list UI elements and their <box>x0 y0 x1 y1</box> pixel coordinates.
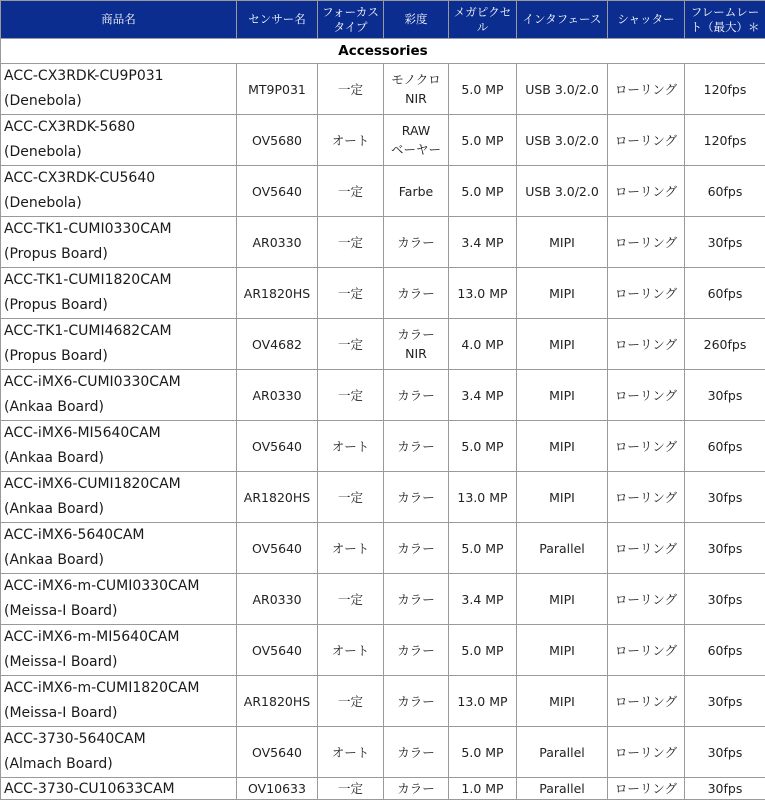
product-name: ACC-iMX6-CUMI0330CAM <box>4 370 236 395</box>
focus-cell <box>318 472 384 523</box>
header-megapixel <box>449 1 517 39</box>
shutter-cell <box>608 319 685 370</box>
table-row <box>1 115 765 166</box>
focus-cell <box>318 778 384 800</box>
shutter-cell <box>608 115 685 166</box>
product-board: (Ankaa Board) <box>4 548 236 573</box>
shutter-value: ローリング <box>615 745 677 760</box>
interface-value: Parallel <box>539 781 585 796</box>
framerate-cell <box>685 64 765 115</box>
shutter-value: ローリング <box>615 490 677 505</box>
interface-value: USB 3.0/2.0 <box>525 184 599 199</box>
header-interface: インタフェース <box>517 1 608 39</box>
header-focus <box>318 1 384 39</box>
table-row <box>1 217 765 268</box>
header-sensor: センサー名 <box>237 1 318 39</box>
focus-value: 一定 <box>338 82 363 97</box>
shutter-value: ローリング <box>615 82 677 97</box>
megapixel-cell <box>449 727 517 778</box>
framerate-value: 30fps <box>708 235 743 250</box>
product-name-cell <box>1 319 237 370</box>
megapixel-cell <box>449 574 517 625</box>
sensor-cell <box>237 523 318 574</box>
color-value: モノクロ <box>384 70 448 89</box>
shutter-value: ローリング <box>615 781 677 796</box>
product-board: (Meissa-I Board) <box>4 701 236 726</box>
sensor-cell <box>237 64 318 115</box>
color-value: カラー <box>384 488 448 507</box>
focus-cell <box>318 64 384 115</box>
header-framerate-line1: フレームレー <box>685 5 765 20</box>
table-row <box>1 268 765 319</box>
shutter-cell <box>608 676 685 727</box>
framerate-cell <box>685 472 765 523</box>
product-name: ACC-iMX6-m-MI5640CAM <box>4 625 236 650</box>
megapixel-value: 5.0 MP <box>461 184 503 199</box>
shutter-value: ローリング <box>615 235 677 250</box>
product-name: ACC-TK1-CUMI1820CAM <box>4 268 236 293</box>
interface-value: MIPI <box>549 388 575 403</box>
section-row <box>1 39 765 64</box>
framerate-value: 30fps <box>708 388 743 403</box>
framerate-value: 30fps <box>708 541 743 556</box>
color-value: カラー <box>384 284 448 303</box>
sensor-cell <box>237 370 318 421</box>
framerate-value: 30fps <box>708 490 743 505</box>
color-cell <box>384 523 449 574</box>
color-value: カラー <box>384 386 448 405</box>
product-board: (Ankaa Board) <box>4 497 236 522</box>
product-name-cell <box>1 64 237 115</box>
color-value-2: NIR <box>384 344 448 363</box>
shutter-cell <box>608 625 685 676</box>
sensor-cell <box>237 268 318 319</box>
table-row <box>1 166 765 217</box>
shutter-cell <box>608 217 685 268</box>
interface-value: MIPI <box>549 439 575 454</box>
color-value: カラー <box>384 779 448 798</box>
product-board: (Almach Board) <box>4 752 236 777</box>
interface-value: MIPI <box>549 643 575 658</box>
product-name-cell <box>1 472 237 523</box>
megapixel-cell <box>449 268 517 319</box>
megapixel-value: 13.0 MP <box>457 286 507 301</box>
megapixel-value: 1.0 MP <box>461 781 503 796</box>
interface-value: USB 3.0/2.0 <box>525 133 599 148</box>
megapixel-value: 5.0 MP <box>461 82 503 97</box>
sensor-value: AR0330 <box>252 235 301 250</box>
framerate-value: 30fps <box>708 745 743 760</box>
product-name: ACC-iMX6-MI5640CAM <box>4 421 236 446</box>
sensor-value: AR0330 <box>252 388 301 403</box>
interface-cell <box>517 319 608 370</box>
color-value: カラー <box>384 641 448 660</box>
focus-value: 一定 <box>338 592 363 607</box>
product-board: (Denebola) <box>4 89 236 114</box>
color-value: カラー <box>384 325 448 344</box>
megapixel-cell <box>449 676 517 727</box>
shutter-cell <box>608 778 685 800</box>
color-value-2: ベーヤー <box>384 140 448 159</box>
megapixel-cell <box>449 64 517 115</box>
interface-value: MIPI <box>549 337 575 352</box>
sensor-value: OV5640 <box>252 643 302 658</box>
focus-value: オート <box>332 439 370 454</box>
framerate-value: 30fps <box>708 694 743 709</box>
framerate-cell <box>685 778 765 800</box>
color-cell <box>384 370 449 421</box>
interface-cell <box>517 625 608 676</box>
sensor-cell <box>237 778 318 800</box>
sensor-value: AR1820HS <box>244 286 310 301</box>
product-name-cell <box>1 574 237 625</box>
sensor-value: AR1820HS <box>244 694 310 709</box>
product-name: ACC-CX3RDK-CU9P031 <box>4 64 236 89</box>
shutter-cell <box>608 523 685 574</box>
framerate-value: 260fps <box>704 337 747 352</box>
focus-value: オート <box>332 745 370 760</box>
focus-cell <box>318 166 384 217</box>
table-header-row <box>1 1 765 39</box>
header-focus-line1: フォーカス <box>318 5 383 20</box>
framerate-cell <box>685 676 765 727</box>
color-cell <box>384 625 449 676</box>
product-board: (Meissa-I Board) <box>4 650 236 675</box>
interface-cell <box>517 421 608 472</box>
color-cell <box>384 166 449 217</box>
megapixel-value: 5.0 MP <box>461 439 503 454</box>
megapixel-value: 13.0 MP <box>457 694 507 709</box>
focus-value: 一定 <box>338 388 363 403</box>
color-cell <box>384 268 449 319</box>
color-cell <box>384 115 449 166</box>
focus-cell <box>318 727 384 778</box>
color-value: カラー <box>384 233 448 252</box>
megapixel-cell <box>449 523 517 574</box>
sensor-cell <box>237 472 318 523</box>
interface-value: MIPI <box>549 592 575 607</box>
focus-value: 一定 <box>338 235 363 250</box>
product-name-cell <box>1 523 237 574</box>
product-name: ACC-iMX6-m-CUMI0330CAM <box>4 574 236 599</box>
megapixel-cell <box>449 778 517 800</box>
interface-cell <box>517 370 608 421</box>
sensor-cell <box>237 676 318 727</box>
color-value: カラー <box>384 437 448 456</box>
sensor-value: AR1820HS <box>244 490 310 505</box>
table-row <box>1 472 765 523</box>
focus-cell <box>318 676 384 727</box>
color-cell <box>384 574 449 625</box>
product-board: (Denebola) <box>4 140 236 165</box>
interface-value: MIPI <box>549 490 575 505</box>
color-cell <box>384 421 449 472</box>
megapixel-cell <box>449 625 517 676</box>
focus-cell <box>318 523 384 574</box>
table-row <box>1 421 765 472</box>
interface-cell <box>517 64 608 115</box>
shutter-cell <box>608 574 685 625</box>
framerate-cell <box>685 115 765 166</box>
sensor-value: OV5640 <box>252 439 302 454</box>
megapixel-value: 5.0 MP <box>461 643 503 658</box>
megapixel-cell <box>449 472 517 523</box>
focus-value: 一定 <box>338 286 363 301</box>
table-row <box>1 625 765 676</box>
focus-cell <box>318 421 384 472</box>
megapixel-value: 3.4 MP <box>461 592 503 607</box>
table-row <box>1 778 765 800</box>
sensor-cell <box>237 574 318 625</box>
framerate-value: 60fps <box>708 643 743 658</box>
product-board: (Propus Board) <box>4 242 236 267</box>
header-product: 商品名 <box>1 1 237 39</box>
color-value: RAW <box>384 121 448 140</box>
megapixel-value: 3.4 MP <box>461 388 503 403</box>
focus-cell <box>318 370 384 421</box>
interface-value: MIPI <box>549 235 575 250</box>
shutter-value: ローリング <box>615 439 677 454</box>
product-name: ACC-TK1-CUMI4682CAM <box>4 319 236 344</box>
product-name: ACC-TK1-CUMI0330CAM <box>4 217 236 242</box>
sensor-value: OV4682 <box>252 337 302 352</box>
header-framerate <box>685 1 765 39</box>
interface-cell <box>517 676 608 727</box>
product-name-cell <box>1 268 237 319</box>
shutter-value: ローリング <box>615 541 677 556</box>
sensor-value: OV10633 <box>248 781 306 796</box>
megapixel-value: 5.0 MP <box>461 541 503 556</box>
framerate-value: 60fps <box>708 439 743 454</box>
shutter-cell <box>608 64 685 115</box>
focus-value: オート <box>332 133 370 148</box>
product-name: ACC-iMX6-CUMI1820CAM <box>4 472 236 497</box>
focus-value: オート <box>332 643 370 658</box>
framerate-cell <box>685 727 765 778</box>
product-name-cell <box>1 778 237 800</box>
product-board: (Denebola) <box>4 191 236 216</box>
shutter-cell <box>608 472 685 523</box>
focus-cell <box>318 268 384 319</box>
focus-cell <box>318 217 384 268</box>
color-cell <box>384 64 449 115</box>
framerate-value: 30fps <box>708 781 743 796</box>
product-name-cell <box>1 115 237 166</box>
color-cell <box>384 217 449 268</box>
header-focus-line2: タイプ <box>318 20 383 35</box>
focus-value: 一定 <box>338 337 363 352</box>
shutter-value: ローリング <box>615 643 677 658</box>
shutter-value: ローリング <box>615 286 677 301</box>
interface-cell <box>517 217 608 268</box>
sensor-cell <box>237 625 318 676</box>
interface-cell <box>517 166 608 217</box>
header-framerate-line2: ト（最大）＊ <box>685 20 765 35</box>
framerate-cell <box>685 319 765 370</box>
table-row <box>1 64 765 115</box>
product-board: (Propus Board) <box>4 293 236 318</box>
framerate-cell <box>685 166 765 217</box>
header-megapixel-line2: ル <box>449 20 516 35</box>
sensor-cell <box>237 319 318 370</box>
table-row <box>1 574 765 625</box>
framerate-value: 60fps <box>708 184 743 199</box>
framerate-cell <box>685 421 765 472</box>
product-name: ACC-iMX6-5640CAM <box>4 523 236 548</box>
color-value: カラー <box>384 539 448 558</box>
header-shutter: シャッター <box>608 1 685 39</box>
shutter-value: ローリング <box>615 337 677 352</box>
product-name-cell <box>1 217 237 268</box>
interface-cell <box>517 778 608 800</box>
megapixel-value: 4.0 MP <box>461 337 503 352</box>
framerate-value: 120fps <box>704 133 747 148</box>
interface-value: Parallel <box>539 541 585 556</box>
product-board: (Meissa-I Board) <box>4 599 236 624</box>
megapixel-cell <box>449 370 517 421</box>
sensor-value: OV5680 <box>252 133 302 148</box>
product-board: (Propus Board) <box>4 344 236 369</box>
sensor-value: OV5640 <box>252 745 302 760</box>
color-value: カラー <box>384 743 448 762</box>
product-name-cell <box>1 625 237 676</box>
sensor-cell <box>237 166 318 217</box>
interface-cell <box>517 523 608 574</box>
focus-value: 一定 <box>338 490 363 505</box>
framerate-cell <box>685 574 765 625</box>
interface-value: USB 3.0/2.0 <box>525 82 599 97</box>
table-row <box>1 319 765 370</box>
megapixel-cell <box>449 166 517 217</box>
focus-cell <box>318 115 384 166</box>
sensor-cell <box>237 115 318 166</box>
interface-value: MIPI <box>549 694 575 709</box>
megapixel-value: 3.4 MP <box>461 235 503 250</box>
product-name: ACC-CX3RDK-5680 <box>4 115 236 140</box>
color-cell <box>384 676 449 727</box>
product-name: ACC-CX3RDK-CU5640 <box>4 166 236 191</box>
megapixel-value: 5.0 MP <box>461 745 503 760</box>
product-name: ACC-3730-CU10633CAM <box>4 779 236 799</box>
shutter-value: ローリング <box>615 133 677 148</box>
header-color: 彩度 <box>384 1 449 39</box>
interface-cell <box>517 472 608 523</box>
sensor-cell <box>237 421 318 472</box>
interface-cell <box>517 574 608 625</box>
shutter-value: ローリング <box>615 388 677 403</box>
framerate-cell <box>685 370 765 421</box>
megapixel-cell <box>449 421 517 472</box>
table-row <box>1 676 765 727</box>
color-value: カラー <box>384 692 448 711</box>
interface-cell <box>517 727 608 778</box>
framerate-value: 60fps <box>708 286 743 301</box>
table-row <box>1 370 765 421</box>
product-name: ACC-iMX6-m-CUMI1820CAM <box>4 676 236 701</box>
product-name: ACC-3730-5640CAM <box>4 727 236 752</box>
color-cell <box>384 727 449 778</box>
interface-cell <box>517 268 608 319</box>
megapixel-value: 13.0 MP <box>457 490 507 505</box>
product-name-cell <box>1 421 237 472</box>
sensor-value: OV5640 <box>252 541 302 556</box>
interface-cell <box>517 115 608 166</box>
product-name-cell <box>1 166 237 217</box>
focus-cell <box>318 625 384 676</box>
shutter-cell <box>608 421 685 472</box>
megapixel-cell <box>449 217 517 268</box>
megapixel-cell <box>449 319 517 370</box>
product-name-cell <box>1 370 237 421</box>
color-cell <box>384 319 449 370</box>
color-cell <box>384 778 449 800</box>
shutter-cell <box>608 727 685 778</box>
framerate-value: 30fps <box>708 592 743 607</box>
product-board: (Ankaa Board) <box>4 446 236 471</box>
product-name-cell <box>1 727 237 778</box>
framerate-cell <box>685 625 765 676</box>
shutter-cell <box>608 370 685 421</box>
sensor-value: OV5640 <box>252 184 302 199</box>
shutter-value: ローリング <box>615 694 677 709</box>
color-value: Farbe <box>384 182 448 201</box>
framerate-cell <box>685 217 765 268</box>
section-title: Accessories <box>1 39 765 64</box>
product-board: (Ankaa Board) <box>4 395 236 420</box>
framerate-cell <box>685 268 765 319</box>
product-name-cell <box>1 676 237 727</box>
megapixel-cell <box>449 115 517 166</box>
shutter-value: ローリング <box>615 592 677 607</box>
color-cell <box>384 472 449 523</box>
color-value: カラー <box>384 590 448 609</box>
color-value-2: NIR <box>384 89 448 108</box>
shutter-cell <box>608 268 685 319</box>
focus-cell <box>318 574 384 625</box>
header-megapixel-line1: メガピクセ <box>449 5 516 20</box>
table-row <box>1 523 765 574</box>
table-row <box>1 727 765 778</box>
shutter-cell <box>608 166 685 217</box>
sensor-cell <box>237 217 318 268</box>
framerate-cell <box>685 523 765 574</box>
focus-value: 一定 <box>338 184 363 199</box>
focus-value: 一定 <box>338 781 363 796</box>
focus-value: オート <box>332 541 370 556</box>
shutter-value: ローリング <box>615 184 677 199</box>
framerate-value: 120fps <box>704 82 747 97</box>
megapixel-value: 5.0 MP <box>461 133 503 148</box>
focus-cell <box>318 319 384 370</box>
sensor-value: MT9P031 <box>248 82 306 97</box>
interface-value: Parallel <box>539 745 585 760</box>
focus-value: 一定 <box>338 694 363 709</box>
sensor-cell <box>237 727 318 778</box>
interface-value: MIPI <box>549 286 575 301</box>
sensor-value: AR0330 <box>252 592 301 607</box>
